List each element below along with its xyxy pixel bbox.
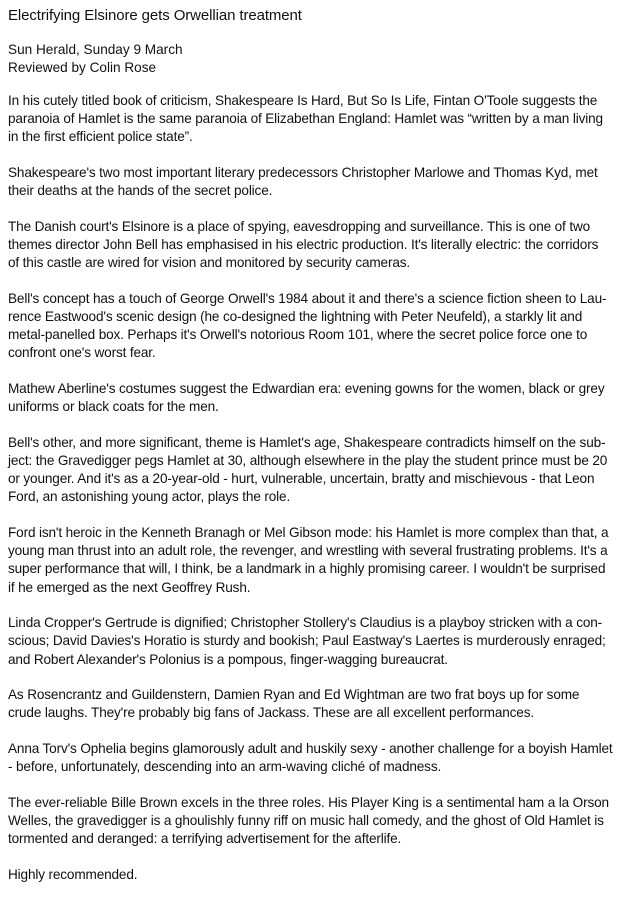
article-byline: Reviewed by Colin Rose: [8, 60, 157, 75]
article-paragraph: [8, 380, 614, 416]
article-paragraph: [8, 866, 614, 884]
article-paragraph: [8, 524, 614, 597]
paragraph-line: ject: the Gravedigger pegs Hamlet at 30, although elsewhere in the play the student prince must be 20: [8, 453, 608, 468]
paragraph-line: Shakespeare's two most important literary predecessors Christopher Marlowe and Thomas Kyd, met: [8, 165, 598, 180]
paragraph-line: Welles, the gravedigger is a ghoulishly funny riff on music hall comedy, and the ghost of Old Hamlet is: [8, 813, 604, 828]
article-paragraph: [8, 434, 614, 507]
article: [8, 6, 614, 901]
article-paragraph: [8, 164, 614, 200]
paragraph-line: paranoia of Hamlet is the same paranoia of Elizabethan England: Hamlet was “written by a man living: [8, 111, 603, 127]
paragraph-line: or younger. And it's as a 20-year-old - hurt, vulnerable, uncertain, bratty and mischievous - that Leon: [8, 471, 595, 487]
paragraph-line: Ford, an astonishing young actor, plays the role.: [8, 489, 291, 505]
paragraph-line: young man thrust into an adult role, the revenger, and wrestling with several frustrating problems. It's a: [8, 543, 608, 559]
article-meta: [8, 41, 614, 77]
paragraph-line: and Robert Alexander's Polonius is a pompous, finger-wagging bureaucrat.: [8, 651, 448, 667]
paragraph-line: Anna Torv's Ophelia begins glamorously adult and huskily sexy - another challenge for a boyish Hamlet: [8, 741, 613, 756]
paragraph-line: in the first efficient police state”.: [8, 129, 193, 145]
paragraph-line: scious; David Davies's Horatio is sturdy and bookish; Paul Eastway's Laertes is murderously enraged;: [8, 633, 606, 649]
article-paragraph: [8, 614, 614, 669]
paragraph-line: Linda Cropper's Gertrude is dignified; Christopher Stollery's Claudius is a playboy stricken with a con-: [8, 615, 603, 631]
paragraph-line: their deaths at the hands of the secret police.: [8, 183, 273, 199]
paragraph-line: The ever-reliable Bille Brown excels in the three roles. His Player King is a sentimental ham a la Orson: [8, 794, 609, 810]
paragraph-line: Ford isn't heroic in the Kenneth Branagh or Mel Gibson mode: his Hamlet is more complex than that, a: [8, 525, 609, 540]
paragraph-line: The Danish court's Elsinore is a place of spying, eavesdropping and surveillance. This is one of two: [8, 218, 591, 234]
paragraph-line: Bell's other, and more significant, theme is Hamlet's age, Shakespeare contradicts himself on the sub-: [8, 434, 606, 450]
paragraph-line: crude laughs. They're probably big fans of Jackass. These are all excellent performances.: [8, 705, 534, 721]
paragraph-line: metal-panelled box. Perhaps it's Orwell's notorious Room 101, where the secret police force one to: [8, 327, 588, 343]
article-paragraph: [8, 218, 614, 273]
paragraph-line: if he emerged as the next Geoffrey Rush.: [8, 579, 251, 595]
article-source: Sun Herald, Sunday 9 March: [8, 42, 183, 57]
paragraph-line: confront one's worst fear.: [8, 345, 156, 361]
paragraph-line: Mathew Aberline's costumes suggest the Edwardian era: evening gowns for the women, black or grey: [8, 381, 605, 396]
paragraph-line: Highly recommended.: [8, 866, 138, 882]
paragraph-line: super performance that will, I think, be a landmark in a highly promising career. I wouldn't be surprised: [8, 561, 606, 577]
article-paragraph: [8, 92, 614, 147]
article-body: [8, 92, 614, 884]
article-paragraph: [8, 794, 614, 849]
article-title: Electrifying Elsinore gets Orwellian treatment: [8, 7, 302, 24]
paragraph-line: rence Eastwood's scenic design (he co-designed the lightning with Peter Neufeld), a starkly lit and: [8, 309, 583, 324]
article-paragraph: [8, 740, 614, 776]
paragraph-line: themes director John Bell has emphasised in his electric production. It's literally electric: the corridors: [8, 237, 599, 252]
paragraph-line: uniforms or black coats for the men.: [8, 399, 219, 415]
paragraph-line: As Rosencrantz and Guildenstern, Damien Ryan and Ed Wightman are two frat boys up for some: [8, 687, 580, 703]
paragraph-line: Bell's concept has a touch of George Orwell's 1984 about it and there's a science fiction sheen to Lau-: [8, 290, 607, 306]
paragraph-line: In his cutely titled book of criticism, Shakespeare Is Hard, But So Is Life, Fintan O'Toole suggests the: [8, 93, 598, 108]
paragraph-line: of this castle are wired for vision and monitored by security cameras.: [8, 255, 411, 271]
paragraph-line: - before, unfortunately, descending into an arm-waving cliché of madness.: [8, 759, 442, 775]
paragraph-line: tormented and deranged: a terrifying advertisement for the afterlife.: [8, 831, 402, 847]
article-paragraph: [8, 686, 614, 722]
article-paragraph: [8, 290, 614, 363]
